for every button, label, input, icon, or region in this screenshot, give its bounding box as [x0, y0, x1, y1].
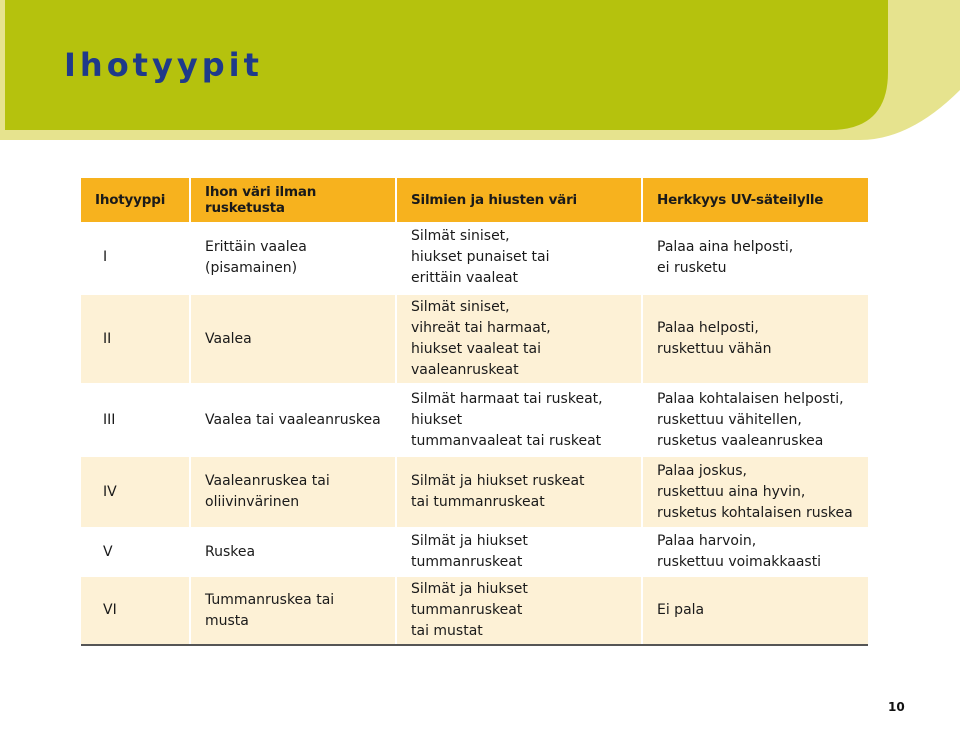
cell-uv-sensitivity [642, 222, 868, 294]
cell-line: Silmät ja hiukset ruskeat [411, 473, 585, 489]
cell-line: tai tummanruskeat [411, 494, 545, 510]
table-row [81, 528, 868, 576]
cell-eye-hair-color [396, 528, 642, 576]
cell-line: hiukset punaiset tai [411, 249, 550, 265]
cell-line: Palaa kohtalaisen helposti, [657, 390, 844, 407]
cell-line: Erittäin vaalea [205, 238, 307, 255]
cell-line: ei rusketu [657, 259, 727, 276]
cell-uv-sensitivity [642, 456, 868, 528]
cell-line: vihreät tai harmaat, [411, 320, 551, 336]
table-body [81, 222, 868, 645]
cell-line: Silmät ja hiukset [411, 533, 528, 549]
cell-line: tai mustat [411, 623, 483, 639]
cell-uv-sensitivity [642, 294, 868, 384]
header-skin-color: Ihon väri ilman rusketusta [190, 178, 396, 222]
cell-line: Palaa aina helposti, [657, 238, 794, 255]
slide-title: Ihotyypit [64, 46, 263, 84]
cell-line: Palaa harvoin, [657, 533, 757, 549]
cell-line: ruskettuu voimakkaasti [657, 554, 822, 570]
cell-uv-sensitivity [642, 384, 868, 456]
cell-skin-type: III [81, 384, 190, 456]
cell-skin-type: IV [81, 456, 190, 528]
cell-eye-hair-color [396, 456, 642, 528]
cell-line: Vaalea [205, 330, 252, 347]
cell-line: Tummanruskea tai musta [205, 591, 335, 629]
cell-line: ruskettuu aina hyvin, [657, 483, 806, 500]
header-skin-type: Ihotyyppi [81, 178, 190, 222]
table-row [81, 576, 868, 645]
cell-line: ruskettuu vähän [657, 341, 772, 357]
cell-eye-hair-color [396, 384, 642, 456]
cell-line: Palaa helposti, [657, 320, 759, 336]
cell-line: Palaa joskus, [657, 462, 747, 479]
cell-line: (pisamainen) [205, 259, 298, 276]
cell-skin-color [190, 222, 396, 294]
skin-type-table [81, 178, 868, 646]
table-row [81, 384, 868, 456]
cell-skin-type: VI [81, 576, 190, 645]
cell-line: hiukset vaaleat tai vaaleanruskeat [411, 341, 542, 378]
cell-line: erittäin vaaleat [411, 270, 519, 286]
table-row [81, 222, 868, 294]
cell-line: Ruskea [205, 543, 256, 560]
header-uv-sensitivity: Herkkyys UV-säteilylle [642, 178, 868, 222]
cell-line: oliivinvärinen [205, 494, 300, 510]
cell-line: tummanruskeat [411, 554, 523, 570]
cell-eye-hair-color [396, 294, 642, 384]
cell-eye-hair-color [396, 576, 642, 645]
cell-line: Silmät harmaat tai ruskeat, hiukset [411, 390, 603, 428]
cell-line: rusketus kohtalaisen ruskea [657, 504, 853, 521]
cell-line: Silmät ja hiukset tummanruskeat [411, 581, 528, 618]
table-row [81, 294, 868, 384]
cell-skin-type: I [81, 222, 190, 294]
table-row [81, 456, 868, 528]
cell-skin-type: V [81, 528, 190, 576]
cell-line: Vaaleanruskea tai [205, 473, 330, 489]
cell-line: Silmät siniset, [411, 228, 510, 244]
cell-line: Ei pala [657, 602, 705, 618]
cell-line: ruskettuu vähitellen, [657, 411, 802, 428]
cell-skin-color [190, 456, 396, 528]
table-header-row [81, 178, 868, 222]
cell-line: Silmät siniset, [411, 299, 510, 315]
header-eye-hair-color: Silmien ja hiusten väri [396, 178, 642, 222]
cell-skin-color [190, 528, 396, 576]
cell-eye-hair-color [396, 222, 642, 294]
cell-skin-color [190, 294, 396, 384]
cell-uv-sensitivity [642, 528, 868, 576]
cell-line: tummanvaaleat tai ruskeat [411, 432, 602, 449]
cell-skin-type: II [81, 294, 190, 384]
cell-line: Vaalea tai vaaleanruskea [205, 411, 381, 428]
cell-uv-sensitivity [642, 576, 868, 645]
page-number: 10 [888, 700, 905, 714]
cell-skin-color [190, 384, 396, 456]
cell-line: rusketus vaaleanruskea [657, 432, 824, 449]
cell-skin-color [190, 576, 396, 645]
